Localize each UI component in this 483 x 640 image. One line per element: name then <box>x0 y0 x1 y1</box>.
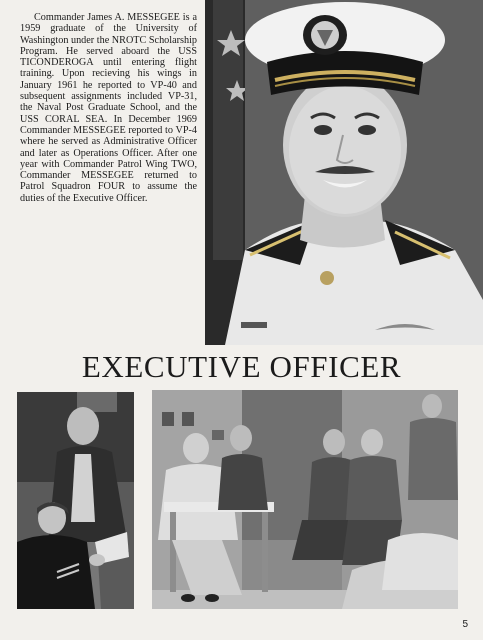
officer-biography: Commander James A. MESSEGEE is a 1959 graduate of the University of Washington under the NROTC Scholarship Program. He served aboard the USS TICONDEROGA until entering flight training. Upon recieving his wings in January 1961 he reported to VP-40 and subsequent assignments included VP-31, the Naval Post Graduate School, and the USS CORAL SEA. In December 1969 Commander MESSEGEE reported to VP-4 where he served as Administrative Officer and later as Operations Officer. After one year with Commander Patrol Wing TWO, Commander MESSEGEE returned to Patrol Squadron FOUR to assume the duties of the Executive Officer. <box>20 12 197 204</box>
page-number: 5 <box>462 619 468 630</box>
officers-photo-left <box>17 392 134 609</box>
officers-photo-right <box>152 390 458 609</box>
officer-portrait-photo <box>205 0 483 345</box>
section-heading: EXECUTIVE OFFICER <box>81 349 402 384</box>
